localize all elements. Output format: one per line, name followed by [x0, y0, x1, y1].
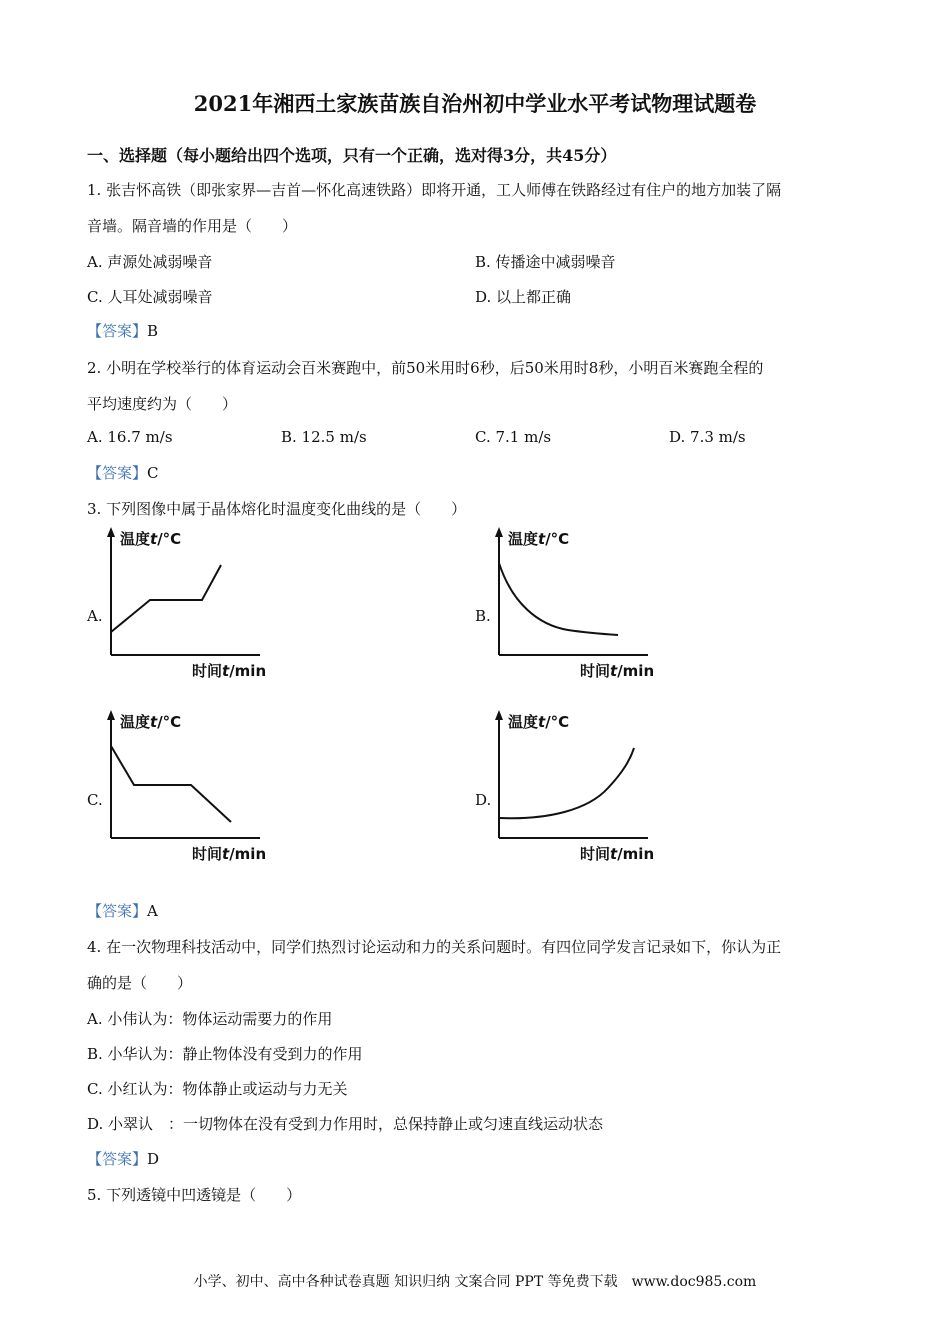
q1-stem-line1: 1. 张吉怀高铁（即张家界—吉首—怀化高速铁路）即将开通，工人师傅在铁路经过有住户的地方加装了隔 — [87, 181, 782, 199]
q2-stem-line2: 平均速度约为（ ） — [87, 395, 238, 413]
heating-curve-line — [499, 748, 634, 818]
q1-option-b: B. 传播途中减弱噪音 — [475, 253, 616, 271]
answer-tag: 【答案】 — [87, 464, 148, 482]
y-axis-title: 温度t/°C — [120, 530, 182, 548]
q4-stem-line1: 4. 在一次物理科技活动中，同学们热烈讨论运动和力的关系问题时。有四位同学发言记录如下，你认为正 — [87, 938, 782, 956]
y-axis-title: 温度t/°C — [120, 713, 182, 731]
y-axis-arrow — [495, 710, 503, 720]
y-axis-title: 温度t/°C — [508, 530, 570, 548]
graph-c — [100, 708, 280, 868]
q4-option-c: C. 小红认为：物体静止或运动与力无关 — [87, 1080, 348, 1098]
y-axis-arrow — [495, 527, 503, 537]
q2-stem-line1: 2. 小明在学校举行的体育运动会百米赛跑中，前50米用时6秒，后50米用时8秒，小明百米赛跑全程的 — [87, 359, 764, 377]
x-axis-title: 时间t/min — [192, 845, 267, 863]
q4-answer — [87, 1148, 159, 1169]
q2-answer — [87, 462, 159, 483]
q1-option-c: C. 人耳处减弱噪音 — [87, 288, 213, 306]
graph-b — [488, 525, 668, 685]
graph-b-label: B. — [475, 607, 491, 625]
q1-answer-value: B — [147, 322, 159, 340]
q5-stem: 5. 下列透镜中凹透镜是（ ） — [87, 1186, 302, 1204]
q4-option-b: B. 小华认为：静止物体没有受到力的作用 — [87, 1045, 363, 1063]
graph-d-label: D. — [475, 791, 492, 809]
q2-option-c: C. 7.1 m/s — [475, 428, 552, 446]
solidification-curve-line — [111, 746, 231, 822]
cooling-curve-line — [499, 563, 618, 635]
graph-d — [488, 708, 668, 868]
melting-curve-line — [111, 565, 221, 632]
q4-stem-line2: 确的是（ ） — [87, 974, 193, 992]
q3-answer-value: A — [147, 902, 158, 920]
y-axis-title: 温度t/°C — [508, 713, 570, 731]
answer-tag: 【答案】 — [87, 322, 148, 340]
graph-a — [100, 525, 280, 685]
q4-option-d: D. 小翠认 ：一切物体在没有受到力作用时，总保持静止或匀速直线运动状态 — [87, 1115, 604, 1133]
section-heading: 一、选择题（每小题给出四个选项，只有一个正确，选对得3分，共45分） — [87, 146, 617, 165]
q4-option-a: A. 小伟认为：物体运动需要力的作用 — [87, 1010, 333, 1028]
answer-tag: 【答案】 — [87, 902, 148, 920]
q2-option-a: A. 16.7 m/s — [87, 428, 173, 446]
q2-answer-value: C — [147, 464, 159, 482]
q2-option-b: B. 12.5 m/s — [281, 428, 367, 446]
x-axis-title: 时间t/min — [580, 845, 655, 863]
answer-tag: 【答案】 — [87, 1150, 148, 1168]
q2-option-d: D. 7.3 m/s — [669, 428, 746, 446]
q3-answer — [87, 900, 158, 921]
q1-option-d: D. 以上都正确 — [475, 288, 572, 306]
graph-c-label: C. — [87, 791, 103, 809]
x-axis-title: 时间t/min — [192, 662, 267, 680]
x-axis-title: 时间t/min — [580, 662, 655, 680]
q1-answer — [87, 320, 158, 341]
q3-stem: 3. 下列图像中属于晶体熔化时温度变化曲线的是（ ） — [87, 500, 467, 518]
page-title: 2021年湘西土家族苗族自治州初中学业水平考试物理试题卷 — [193, 91, 757, 116]
q1-option-a: A. 声源处减弱噪音 — [87, 253, 213, 271]
y-axis-arrow — [107, 527, 115, 537]
graph-a-label: A. — [87, 607, 103, 625]
q1-stem-line2: 音墙。隔音墙的作用是（ ） — [87, 217, 298, 235]
footer-text: 小学、初中、高中各种试卷真题 知识归纳 文案合同 PPT 等免费下载 www.doc985.com — [193, 1274, 757, 1290]
q4-answer-value: D — [147, 1150, 160, 1168]
y-axis-arrow — [107, 710, 115, 720]
